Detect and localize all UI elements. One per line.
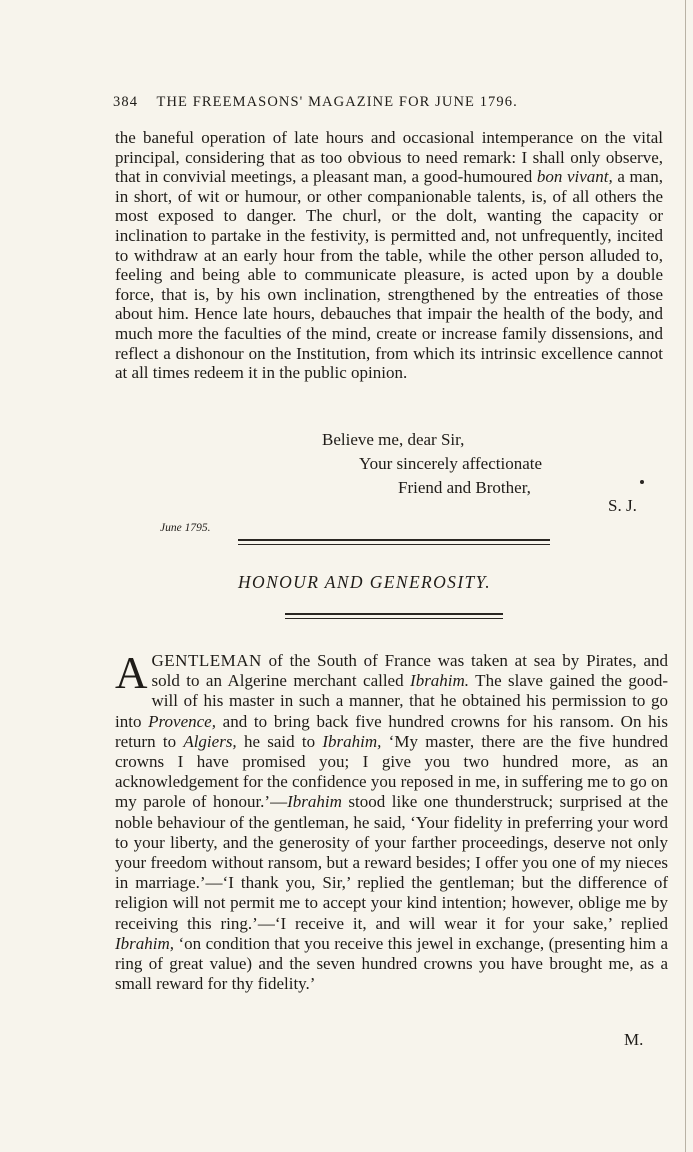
text-run: ‘My master, there are the five hundred crowns I have promised you; I give you two hundred more, as an acknowledgement for the confidence you reposed in me, in suffering me to go on my parole of honour.’—	[115, 731, 668, 812]
italic-term: Ibrahim,	[322, 731, 382, 751]
letter-closing-2: Your sincerely affectionate	[359, 454, 543, 473]
page-number: 384	[113, 94, 139, 110]
italic-term: Provence,	[148, 711, 216, 731]
title-rule-thick	[285, 613, 503, 615]
text-run: a man, in short, of wit or humour, or other companionable talents, is, of all others the most exposed to danger. The churl, or the dolt, wanting the capacity or inclination to partake in the festivity, is permitted and, not unfrequently, incited to withdraw at an early hour from the table, while the other person alluded to, feeling and being able to communicate pleasure, is acted upon by a double force, that is, by his own inclination, strengthened by the entreaties of those about him. Hence late hours, debauches that impair the health of the body, and much more the faculties of the mind, create or increase family dissensions, and reflect a dishonour on the Institution, from which its intrinsic excellence cannot at all times redeem it in the public opinion.	[115, 167, 663, 383]
text-run: the baneful operation of late hours and occasional intemperance on the vital principal, considering that as too obvious to need remark: I shall only observe, that in convivial meetings, a pleasant man, a good-humoured	[115, 128, 663, 187]
opening-caps: GENTLEMAN	[151, 651, 262, 670]
article-paragraph	[115, 648, 668, 994]
text-run: The slave gained the good-will of his master in such a manner, that he obtained his permission to go into	[115, 671, 668, 731]
author-initial: M.	[624, 1030, 644, 1049]
text-run: stood like one thunderstruck; surprised at the noble behaviour of the gentleman, he said, ‘Your fidelity in preferring your word to your liberty, and the generosity of your farther proceedings, deserve not only your freedom without ransom, but a reward besides; I offer you one of my nieces in marriage.’—‘I thank you, Sir,’ replied the gentleman; but the difference of religion will not permit me to accept your kind intention; however, oblige me by receiving this ring.’—‘I receive it, and will wear it for your sake,’ replied	[115, 792, 668, 933]
section-rule-top-thin	[238, 544, 550, 545]
text-run: ‘on condition that you receive this jewel in exchange, (presenting him a ring of great value) and the seven hundred crowns you have brought me, as a small reward for thy fidelity.’	[115, 933, 668, 994]
title-rule-thin	[285, 618, 503, 619]
italic-term: Algiers,	[183, 731, 237, 751]
article-title: HONOUR AND GENEROSITY.	[238, 572, 491, 592]
section-rule-top-thick	[238, 539, 550, 541]
italic-term: Ibrahim,	[115, 933, 175, 953]
letter-signature: S. J.	[608, 496, 637, 515]
italic-term: bon vivant,	[536, 167, 613, 187]
text-run: he said to	[236, 731, 323, 751]
running-title: THE FREEMASONS' MAGAZINE FOR JUNE 1796.	[156, 94, 518, 110]
article-body	[115, 648, 668, 994]
letter-date: June 1795.	[160, 522, 211, 534]
ink-speck	[640, 480, 644, 484]
drop-cap: A	[115, 648, 148, 698]
letter-body	[115, 128, 663, 383]
italic-term: Ibrahim.	[410, 671, 470, 691]
italic-term: Ibrahim	[287, 792, 342, 812]
letter-paragraph	[115, 128, 663, 383]
running-header	[113, 94, 673, 111]
letter-closing-1: Believe me, dear Sir,	[322, 430, 465, 449]
text-run: of the South of France was taken at sea by Pirates, and sold to an Algerine merchant called	[151, 651, 668, 691]
text-run: and to bring back five hundred crowns for his ransom. On his return to	[115, 711, 668, 751]
letter-closing-3: Friend and Brother,	[398, 478, 531, 497]
